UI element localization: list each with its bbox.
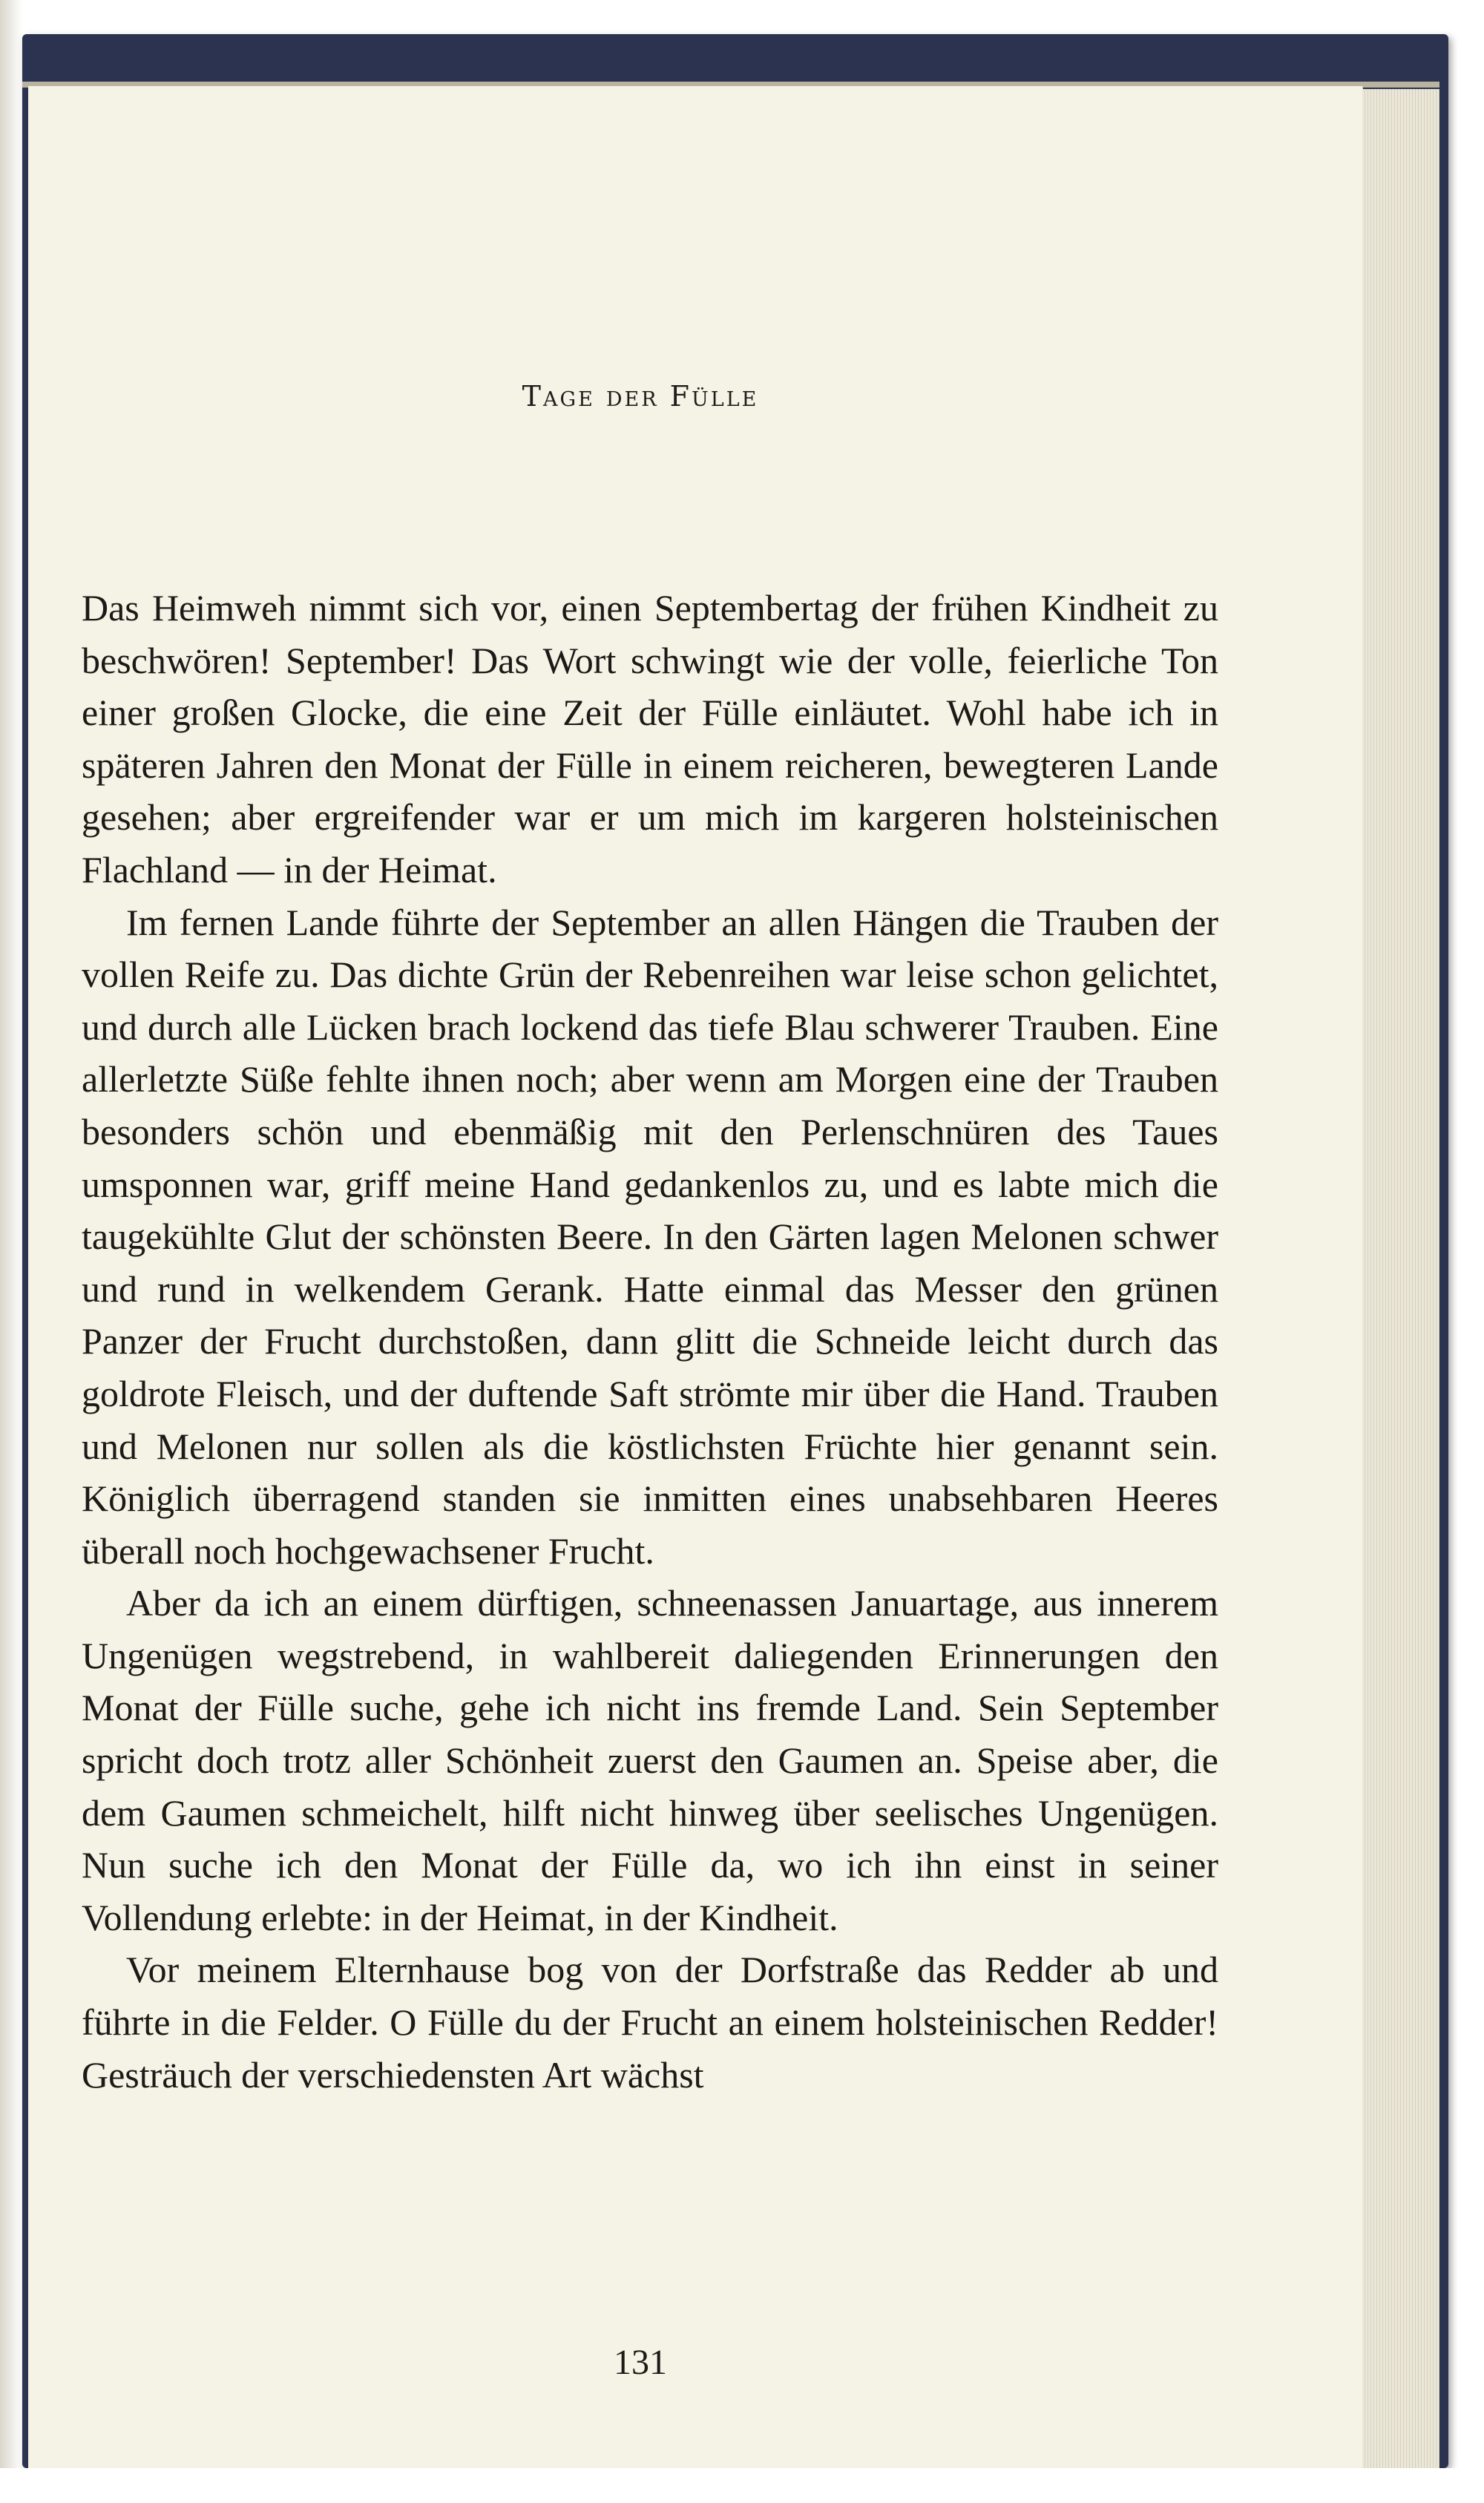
paragraph: Im fernen Lande führte der September an allen Hängen die Trauben der vollen Reife zu. Das dichte Grün der Rebenreihen war leise schon gelichtet, und durch alle Lücken brach lockend das tiefe Blau schwerer Trauben. Eine allerletzte Süße fehlte ihnen noch; aber wenn am Morgen eine der Trauben besonders schön und ebenmäßig mit den Perlenschnüren des Taues umsponnen war, griff meine Hand gedankenlos zu, und es labte mich die taugekühlte Glut der schönsten Beere. In den Gärten lagen Melonen schwer und rund in welkendem Gerank. Hatte einmal das Messer den grünen Panzer der Frucht durchstoßen, dann glitt die Schneide leicht durch das goldrote Fleisch, und der duftende Saft strömte mir über die Hand. Trauben und Melonen nur sollen als die köstlichsten Früchte hier genannt sein. Königlich überragend standen sie inmitten eines unabsehbaren Heeres überall noch hochgewachsener Frucht. [82,901,1218,1572]
book-cover [22,34,1448,2468]
scan-shadow [0,0,22,2503]
paragraph: Das Heimweh nimmt sich vor, einen Septembertag der frühen Kindheit zu beschwören! September! Das Wort schwingt wie der volle, feierliche Ton einer großen Glocke, die eine Zeit der Fülle einläutet. Wohl habe ich in späteren Jahren den Monat der Fülle in einem reicheren, bewegteren Lande gesehen; aber ergreifender war er um mich im kargeren holsteinischen Flachland — in der Heimat. [82,587,1218,890]
page-number: 131 [614,2343,667,2382]
book-page [28,86,1363,2489]
paragraph: Vor meinem Elternhause bog von der Dorfstraße das Redder ab und führte in die Felder. O Fülle du der Frucht an einem holsteinischen Redder! Gesträuch der verschiedensten Art wächst [82,1949,1218,2096]
page-block-edge [1362,89,1439,2484]
scan-bottom-margin [0,2468,1484,2503]
running-head: Tage der Fülle [522,380,759,413]
body-text [82,582,1218,2101]
paragraph: Aber da ich an einem dürftigen, schneenassen Januartage, aus innerem Ungenügen wegstrebend, in wahlbereit daliegenden Erinnerungen den Monat der Fülle suche, gehe ich nicht ins fremde Land. Sein September spricht doch trotz aller Schönheit zuerst den Gaumen an. Speise aber, die dem Gaumen schmeichelt, hilft nicht hinweg über seelisches Ungenügen. Nun suche ich den Monat der Fülle da, wo ich ihn einst in seiner Vollendung erlebte: in der Heimat, in der Kindheit. [82,1582,1218,1938]
